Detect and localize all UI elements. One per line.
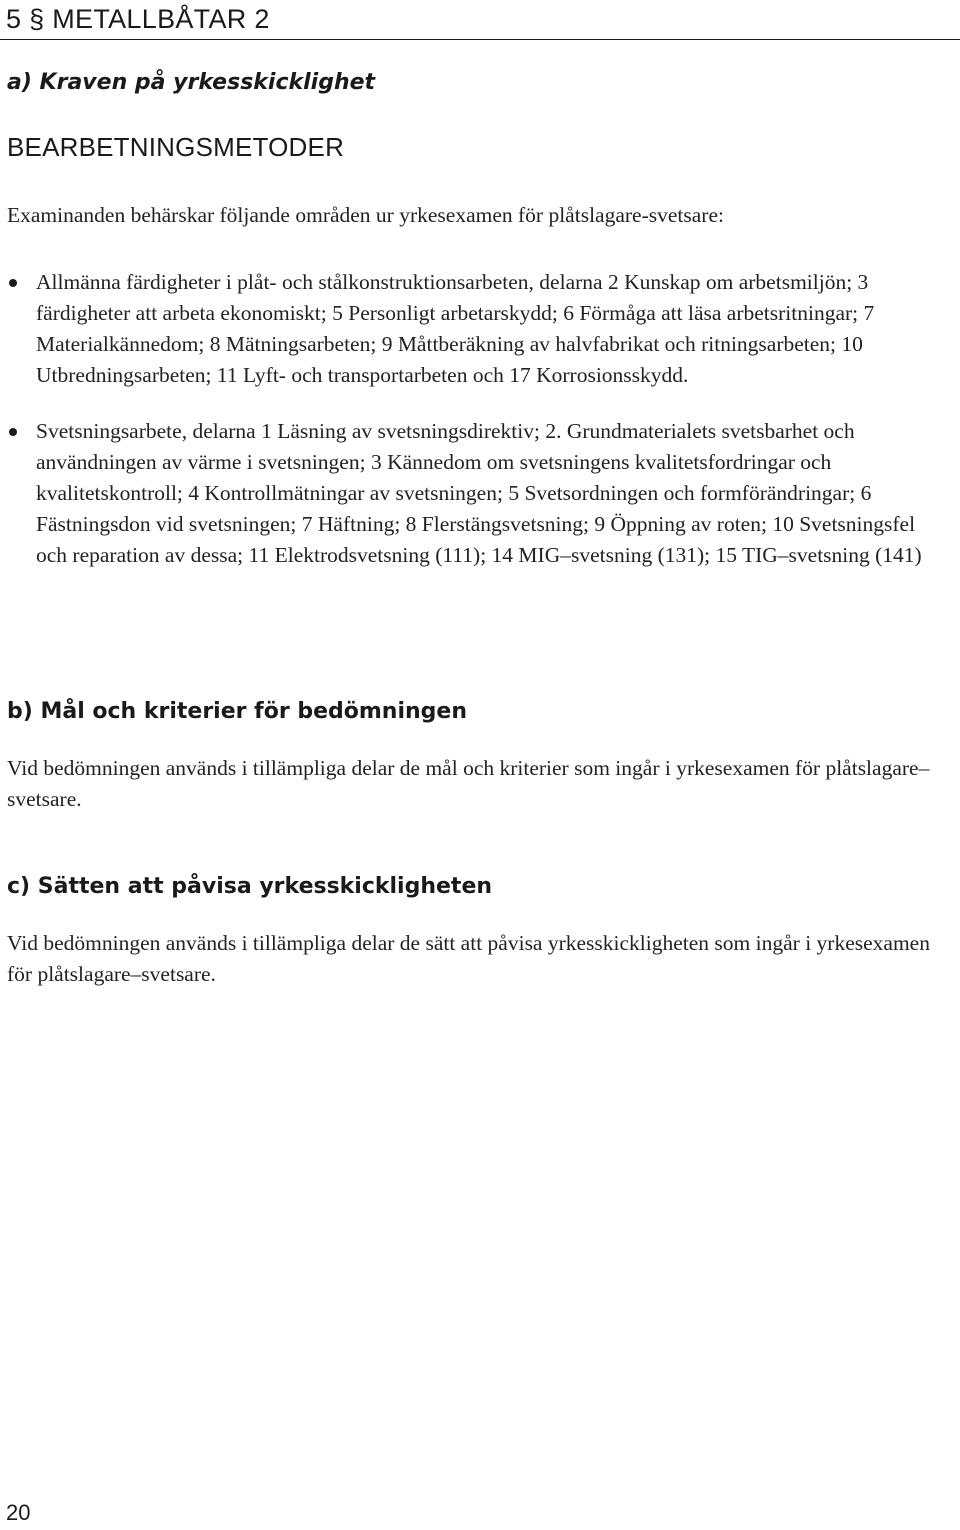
bullet-icon <box>9 428 17 436</box>
list-item-text: Allmänna färdigheter i plåt- och stålkonstruktionsarbeten, delarna 2 Kunskap om arbetsmiljön; 3 färdigheter att arbeta ekonomiskt; 5 Personligt arbetarskydd; 6 Förmåga att läsa arbetsritningar; 7 Materialkännedom; 8 Mätningsarbeten; 9 Måttberäkning av halvfabrikat och ritningsarbeten; 10 Utbredningsarbeten; 11 Lyft- och transportarbeten och 17 Korrosionsskydd. <box>36 270 875 387</box>
list-item-text: Svetsningsarbete, delarna 1 Läsning av svetsningsdirektiv; 2. Grundmaterialets svetsbarhet och användningen av värme i svetsningen; 3 Kännedom om svetsningens kvalitetsfordringar och kvalitetskontroll; 4 Kontrollmätningar av svetsningen; 5 Svetsordningen och formförändringar; 6 Fästningsdon vid svetsningen; 7 Häftning; 8 Flerstängsvetsning; 9 Öppning av roten; 10 Svetsningsfel och reparation av dessa; 11 Elektrodsvetsning (111); 14 MIG–svetsning (131); 15 TIG–svetsning (141) <box>36 419 922 567</box>
chapter-divider <box>0 39 960 40</box>
section-c-text: Vid bedömningen används i tillämpliga delar de sätt att påvisa yrkesskickligheten som ingår i yrkesexamen för plåtslagare–svetsare. <box>7 931 930 986</box>
list-item <box>0 267 950 391</box>
section-c-heading: c) Sätten att påvisa yrkesskickligheten <box>7 874 493 899</box>
subheading-bearbetningsmetoder: BEARBETNINGSMETODER <box>7 132 345 162</box>
list-item <box>0 416 950 571</box>
bullet-icon <box>9 279 17 287</box>
section-a-heading: a) Kraven på yrkesskicklighet <box>7 70 376 95</box>
page-number: 20 <box>6 1500 31 1525</box>
section-a-intro: Examinanden behärskar följande områden ur yrkesexamen för plåtslagare-svetsare: <box>7 203 724 227</box>
section-b-text: Vid bedömningen används i tillämpliga delar de mål och kriterier som ingår i yrkesexamen för plåtslagare–svetsare. <box>7 756 930 811</box>
requirements-list <box>0 267 950 596</box>
section-b-heading: b) Mål och kriterier för bedömningen <box>7 699 468 724</box>
chapter-title: 5 § METALLBÅTAR 2 <box>6 4 270 34</box>
